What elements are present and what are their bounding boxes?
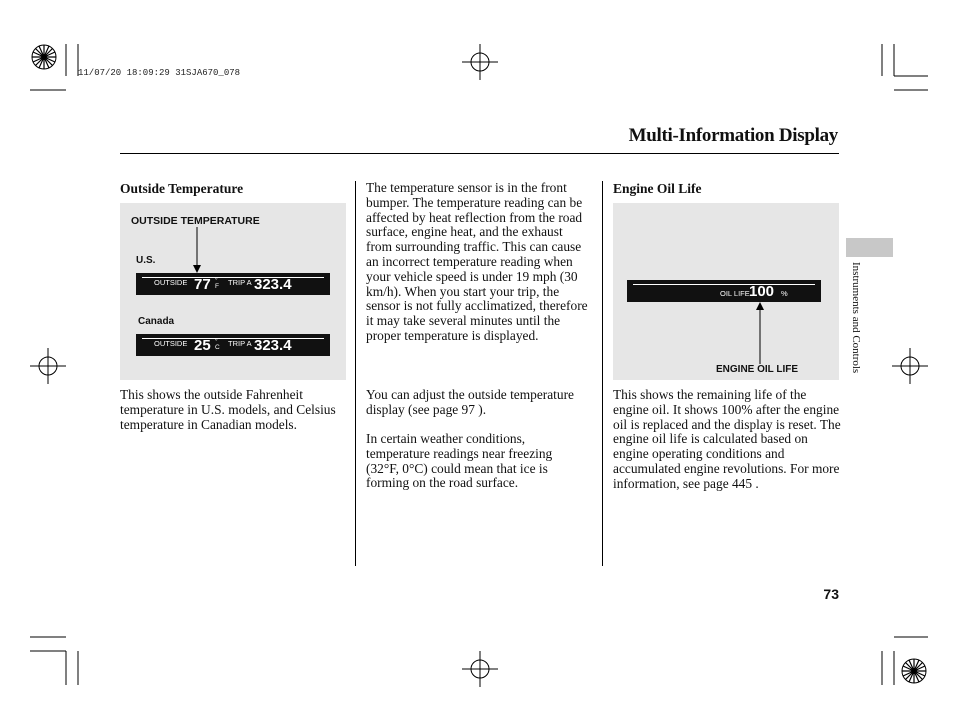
trip-label: TRIP A <box>228 339 252 348</box>
page-title: Multi-Information Display <box>628 125 838 146</box>
oil-life-value: 100 <box>749 283 775 300</box>
adjust-display-paragraph: You can adjust the outside temperature display (see page 97 ). <box>366 387 575 417</box>
section-tab <box>846 238 893 257</box>
temperature-value: 25 <box>194 337 211 354</box>
page-number: 73 <box>823 586 839 602</box>
sensor-paragraph: The temperature sensor is in the front bumper. The temperature reading can be affected by heat reflection from the road surface, engine heat, and the exhaust from surrounding traffic. This can cause an incorrect temperature reading when your vehicle speed is under 19 mph (30 km/h). When you start your trip, the sensor is not fully acclimatized, therefore it may take several minutes until the proper temperature is displayed. <box>366 180 588 343</box>
us-temperature-display <box>136 273 330 295</box>
column-divider-1 <box>355 181 356 566</box>
outside-label: OUTSIDE <box>154 278 188 287</box>
degree-symbol: ° <box>215 338 218 345</box>
registration-crosshair-bottom-icon <box>460 649 500 689</box>
print-info: 11/07/20 18:09:29 31SJA670_078 <box>78 68 241 78</box>
outside-temperature-figure <box>120 203 346 380</box>
outside-temperature-callout: OUTSIDE TEMPERATURE <box>131 215 260 227</box>
trip-value: 323.4 <box>254 276 292 293</box>
engine-oil-life-callout: ENGINE OIL LIFE <box>716 364 799 375</box>
section-tab-label: Instruments and Controls <box>850 262 862 374</box>
temperature-value: 77 <box>194 276 211 293</box>
callout-arrow-icon <box>754 302 766 364</box>
section-heading-outside-temperature: Outside Temperature <box>120 181 244 196</box>
section-heading-engine-oil-life: Engine Oil Life <box>613 181 702 196</box>
freezing-warning-paragraph: In certain weather conditions, temperature readings near freezing (32°F, 0°C) could mean that ice is forming on the road surface. <box>366 431 553 491</box>
outside-label: OUTSIDE <box>154 339 188 348</box>
starburst-target-top-left-icon <box>31 44 57 70</box>
degree-symbol: ° <box>215 277 218 284</box>
lcd-top-rule <box>633 284 815 285</box>
canada-temperature-display <box>136 334 330 356</box>
registration-crosshair-top-icon <box>460 42 500 82</box>
canada-label: Canada <box>138 316 175 327</box>
us-label: U.S. <box>136 255 156 266</box>
oil-life-display <box>627 280 821 302</box>
column-divider-2 <box>602 181 603 566</box>
trip-label: TRIP A <box>228 278 252 287</box>
oil-life-unit: % <box>781 289 788 298</box>
header-rule <box>120 153 839 154</box>
temperature-unit: F <box>215 283 219 290</box>
temperature-unit: C <box>215 344 220 351</box>
trip-value: 323.4 <box>254 337 292 354</box>
outside-temperature-description: This shows the outside Fahrenheit temperature in U.S. models, and Celsius temperature in Canadian models. <box>120 387 336 432</box>
oil-life-label: OIL LIFE <box>720 289 750 298</box>
starburst-target-bottom-right-icon <box>901 658 927 684</box>
engine-oil-life-description: This shows the remaining life of the engine oil. It shows 100% after the engine oil is replaced and the display is reset. The engine oil life is calculated based on engine operating conditions and accumulated engine revolutions. For more information, see page 445 . <box>613 387 841 491</box>
registration-crosshair-right-icon <box>890 346 930 386</box>
registration-crosshair-left-icon <box>28 346 68 386</box>
callout-arrow-icon <box>191 227 203 273</box>
engine-oil-life-figure <box>613 203 839 380</box>
